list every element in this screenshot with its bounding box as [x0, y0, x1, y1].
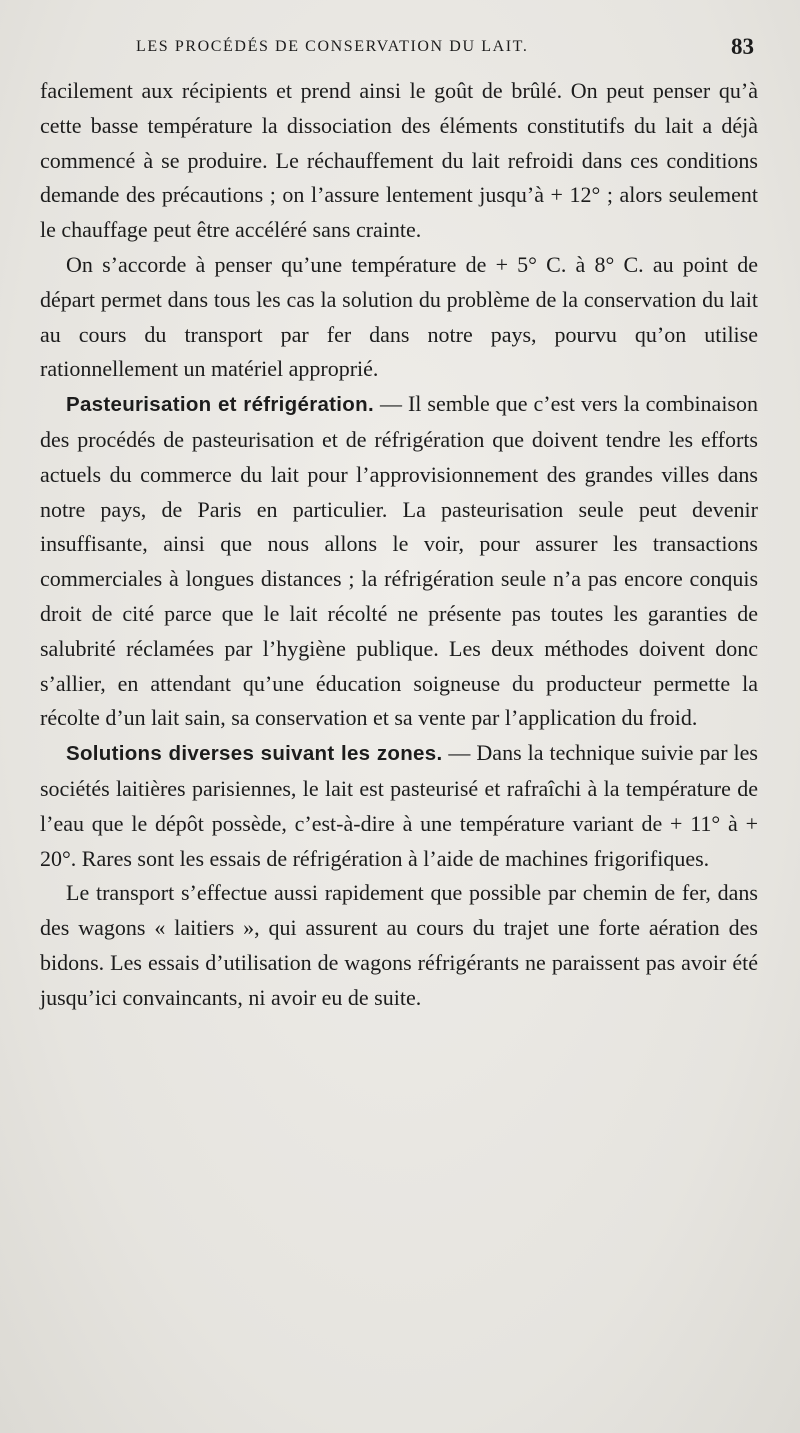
section-heading: Solutions diverses suivant les zones.: [66, 742, 443, 766]
paragraph-text: Le transport s’effectue aussi rapidement que possible par chemin de fer, dans des wagons « laitiers », qui assurent au cours du trajet une forte aération des bidons. Les essais d’utilisation de wagons réfrigérants ne paraissent pas avoir été jusqu’ici convaincants, ni avoir eu de suite.: [40, 880, 758, 1010]
paragraph-text: On s’accorde à penser qu’une température de + 5° C. à 8° C. au point de départ permet dans tous les cas la solution du problème de la conservation du lait au cours du transport par fer dans notre pays, pourvu qu’on utilise rationnellement un matériel approprié.: [40, 251, 758, 382]
paragraph-transport: [40, 876, 758, 1015]
running-title: LES PROCÉDÉS DE CONSERVATION DU LAIT.: [136, 38, 529, 55]
paragraph-text: — Dans la technique suivie par les sociétés laitières parisiennes, le lait est pasteurisé et rafraîchi à la température de l’eau que le dépôt possède, c’est-à-dire à une température variant de + 11° à + 20°. Rares sont les essais de réfrigération à l’aide de machines frigorifiques.: [40, 740, 758, 871]
page-header: [40, 34, 770, 64]
section-heading: Pasteurisation et réfrigération.: [66, 393, 374, 417]
paragraph-pasteurisation: [40, 387, 758, 736]
paragraph-text: — Il semble que c’est vers la combinaison des procédés de pasteurisation et de réfrigération que doivent tendre les efforts actuels du commerce du lait pour l’approvisionnement des grandes villes dans notre pays, de Paris en particulier. La pasteurisation seule peut devenir insuffisante, ainsi que nous allons le voir, pour assurer les transactions commerciales à longues distances ; la réfrigération seule n’a pas encore conquis droit de cité parce que le lait récolté ne présente pas toutes les garanties de salubrité réclamées par l’hygiène publique. Les deux méthodes doivent donc s’allier, en attendant qu’une éducation soigneuse du producteur permette la récolte d’un lait sain, sa conservation et sa vente par l’application du froid.: [40, 391, 758, 731]
paragraph-continuation: [40, 74, 758, 248]
paragraph-temperature: [40, 248, 758, 387]
paragraph-text: facilement aux récipients et prend ainsi le goût de brûlé. On peut penser qu’à cette basse température la dissociation des éléments constitutifs du lait a déjà commencé à se produire. Le réchauffement du lait refroidi dans ces conditions demande des précautions ; on l’assure lentement jusqu’à + 12° ; alors seulement le chauffage peut être accéléré sans crainte.: [40, 78, 758, 243]
page-body: [40, 74, 758, 1016]
paragraph-zones: [40, 736, 758, 876]
page-number: 83: [731, 34, 754, 59]
